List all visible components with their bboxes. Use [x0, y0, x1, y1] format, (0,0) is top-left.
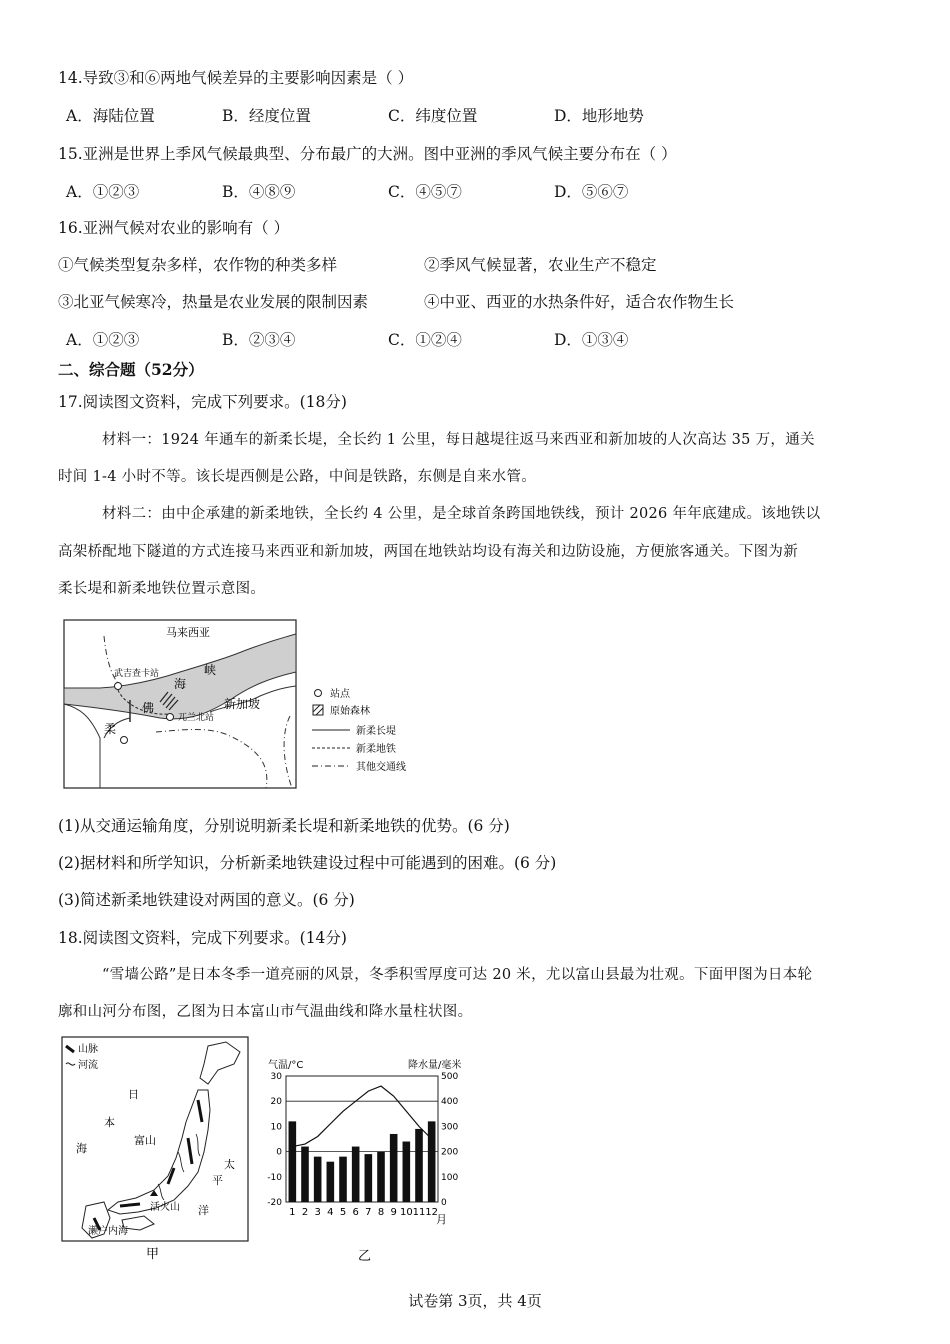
page-footer: 试卷第 3页，共 4页	[408, 1292, 542, 1310]
q18-material-line2: 廓和山河分布图，乙图为日本富山市气温曲线和降水量柱状图。	[58, 1004, 473, 1020]
chart-month-tick: 7	[365, 1207, 372, 1218]
q15-option-b[interactable]: B．④⑧⑨	[222, 183, 296, 201]
chart-temp-tick: -10	[267, 1172, 282, 1183]
q15-option-c[interactable]: C．④⑤⑦	[388, 183, 462, 201]
chart-temp-tick: 30	[270, 1072, 282, 1082]
q16-option-c[interactable]: C．①②④	[388, 331, 462, 349]
chart-month-tick: 6	[352, 1207, 359, 1218]
q16-statement-3: ③北亚气候寒冷，热量是农业发展的限制因素	[58, 293, 369, 311]
caption-yi: 乙	[358, 1249, 372, 1264]
label-wanlanbei: 兀兰北站	[178, 713, 215, 723]
label-fo: 佛	[142, 701, 155, 715]
chart-precip-bar	[339, 1157, 347, 1202]
chart-month-tick: 1	[289, 1207, 296, 1218]
chart-xlabel: 月	[436, 1213, 447, 1226]
q17-sub3: (3)简述新柔地铁建设对两国的意义。(6 分)	[58, 891, 355, 909]
chart-precip-bar	[403, 1142, 411, 1202]
chart-precip-tick: 100	[441, 1172, 459, 1183]
q17-material2-line1: 材料二：由中企承建的新柔地铁，全长约 4 公里，是全球首条跨国地铁线，预计 2026 年年底建成。该地铁以	[102, 506, 821, 522]
label-setonaikai: 濑户内海	[88, 1226, 128, 1237]
q17-sub2: (2)据材料和所学知识，分析新柔地铁建设过程中可能遇到的困难。(6 分)	[58, 854, 557, 872]
station-wanlanbei	[167, 714, 174, 721]
q16-statement-4: ④中亚、西亚的水热条件好，适合农作物生长	[424, 293, 735, 311]
chart-precip-tick: 200	[441, 1147, 459, 1158]
label-malaysia: 马来西亚	[166, 626, 210, 639]
chart-ylabel-left: 气温/°C	[268, 1060, 304, 1071]
chart-ylabel-right: 降水量/毫米	[408, 1060, 462, 1071]
q18-stem: 18.阅读图文资料，完成下列要求。(14分)	[58, 929, 347, 947]
q14-option-a[interactable]: A．海陆位置	[66, 107, 155, 125]
strait-map	[60, 616, 440, 792]
label-ben: 本	[104, 1116, 115, 1129]
chart-temp-tick: 0	[276, 1147, 282, 1158]
chart-precip-bar	[289, 1121, 297, 1202]
chart-precip-bar	[428, 1121, 436, 1202]
label-hai: 海	[76, 1142, 87, 1155]
q16-option-a[interactable]: A．①②③	[66, 331, 140, 349]
q14-stem: 14.导致③和⑥两地气候差异的主要影响因素是（ ）	[58, 69, 414, 87]
chart-temp-tick: 20	[270, 1097, 282, 1108]
chart-month-tick: 11	[412, 1207, 426, 1218]
q17-material1-line1: 材料一：1924 年通车的新柔长堤，全长约 1 公里，每日越堤往返马来西亚和新加坡的人次高达 35 万，通关	[102, 432, 815, 448]
label-ri: 日	[128, 1088, 139, 1101]
label-ping: 平	[212, 1174, 223, 1187]
climate-chart	[262, 1050, 482, 1268]
q17-stem: 17.阅读图文资料，完成下列要求。(18分)	[58, 393, 347, 411]
chart-temp-line	[292, 1086, 431, 1146]
station	[121, 737, 128, 744]
chart-precip-bar	[327, 1162, 335, 1202]
chart-precip-tick: 0	[441, 1198, 447, 1208]
chart-month-tick: 5	[339, 1207, 347, 1218]
legend-mountain: 山脉	[78, 1044, 98, 1055]
chart-precip-bar	[390, 1134, 398, 1202]
chart-precip-tick: 400	[441, 1097, 459, 1108]
label-hai: 海	[174, 677, 187, 691]
section-title: 二、综合题（52分）	[58, 360, 204, 379]
q15-option-a[interactable]: A．①②③	[66, 183, 140, 201]
chart-precip-tick: 500	[441, 1072, 459, 1082]
q17-sub1: (1)从交通运输角度，分别说明新柔长堤和新柔地铁的优势。(6 分)	[58, 817, 510, 835]
label-fushan: 富山	[134, 1134, 156, 1147]
q17-material2-line2: 高架桥配地下隧道的方式连接马来西亚和新加坡，两国在地铁站均设有海关和边防设施，方便旅客通关。下图为新	[58, 544, 798, 560]
legend-river: 河流	[78, 1060, 98, 1071]
q16-option-d[interactable]: D．①③④	[554, 331, 629, 349]
label-xia: 峡	[204, 663, 217, 677]
chart-month-tick: 10	[399, 1207, 413, 1218]
q16-stem: 16.亚洲气候对农业的影响有（ ）	[58, 219, 290, 237]
chart-temp-tick: 10	[270, 1122, 282, 1133]
q17-material2-line3: 柔长堤和新柔地铁位置示意图。	[58, 581, 266, 597]
legend-causeway: 新柔长堤	[356, 726, 396, 737]
q14-option-d[interactable]: D．地形地势	[554, 107, 644, 125]
label-rou: 柔	[104, 722, 117, 736]
q17-material1-line2: 时间 1-4 小时不等。该长堤西侧是公路，中间是铁路，东侧是自来水管。	[58, 469, 537, 485]
japan-map	[58, 1034, 254, 1266]
chart-month-tick: 8	[377, 1207, 385, 1218]
chart-precip-bar	[314, 1157, 322, 1202]
legend-metro: 新柔地铁	[356, 744, 396, 755]
chart-precip-bar	[365, 1154, 373, 1202]
legend-forest: 原始森林	[330, 706, 370, 717]
chart-precip-tick: 300	[441, 1122, 459, 1133]
chart-month-tick: 9	[390, 1207, 397, 1218]
q14-option-b[interactable]: B．经度位置	[222, 107, 311, 125]
label-singapore: 新加坡	[224, 697, 261, 711]
legend-other: 其他交通线	[356, 762, 406, 773]
chart-temp-tick: -20	[267, 1198, 282, 1208]
q16-option-b[interactable]: B．②③④	[222, 331, 296, 349]
q15-stem: 15.亚洲是世界上季风气候最典型、分布最广的大洲。图中亚洲的季风气候主要分布在（ ）	[58, 145, 677, 163]
q16-statement-1: ①气候类型复杂多样，农作物的种类多样	[58, 256, 338, 274]
legend-station-icon	[315, 690, 322, 697]
q18-material-line1: “雪墙公路”是日本冬季一道亮丽的风景，冬季积雪厚度可达 20 米，尤以富山县最为壮观。下面甲图为日本轮	[102, 967, 813, 983]
caption-jia: 甲	[146, 1247, 160, 1262]
chart-month-tick: 3	[314, 1207, 321, 1218]
station-wujichaka	[115, 683, 122, 690]
label-active-volcano: 活火山	[150, 1202, 180, 1213]
chart-precip-bar	[377, 1152, 385, 1202]
label-tai: 太	[224, 1158, 235, 1171]
chart-precip-bar	[415, 1129, 423, 1202]
chart-month-tick: 12	[425, 1207, 439, 1218]
q15-option-d[interactable]: D．⑤⑥⑦	[554, 183, 629, 201]
q14-option-c[interactable]: C．纬度位置	[388, 107, 478, 125]
chart-precip-bar	[352, 1147, 360, 1202]
label-yang: 洋	[198, 1204, 209, 1217]
chart-month-tick: 2	[301, 1207, 309, 1218]
chart-month-tick: 4	[327, 1207, 334, 1218]
legend-station: 站点	[330, 689, 350, 700]
q16-statement-2: ②季风气候显著，农业生产不稳定	[424, 256, 657, 274]
chart-precip-bar	[301, 1147, 309, 1202]
label-wujichaka: 武吉查卡站	[114, 669, 160, 679]
